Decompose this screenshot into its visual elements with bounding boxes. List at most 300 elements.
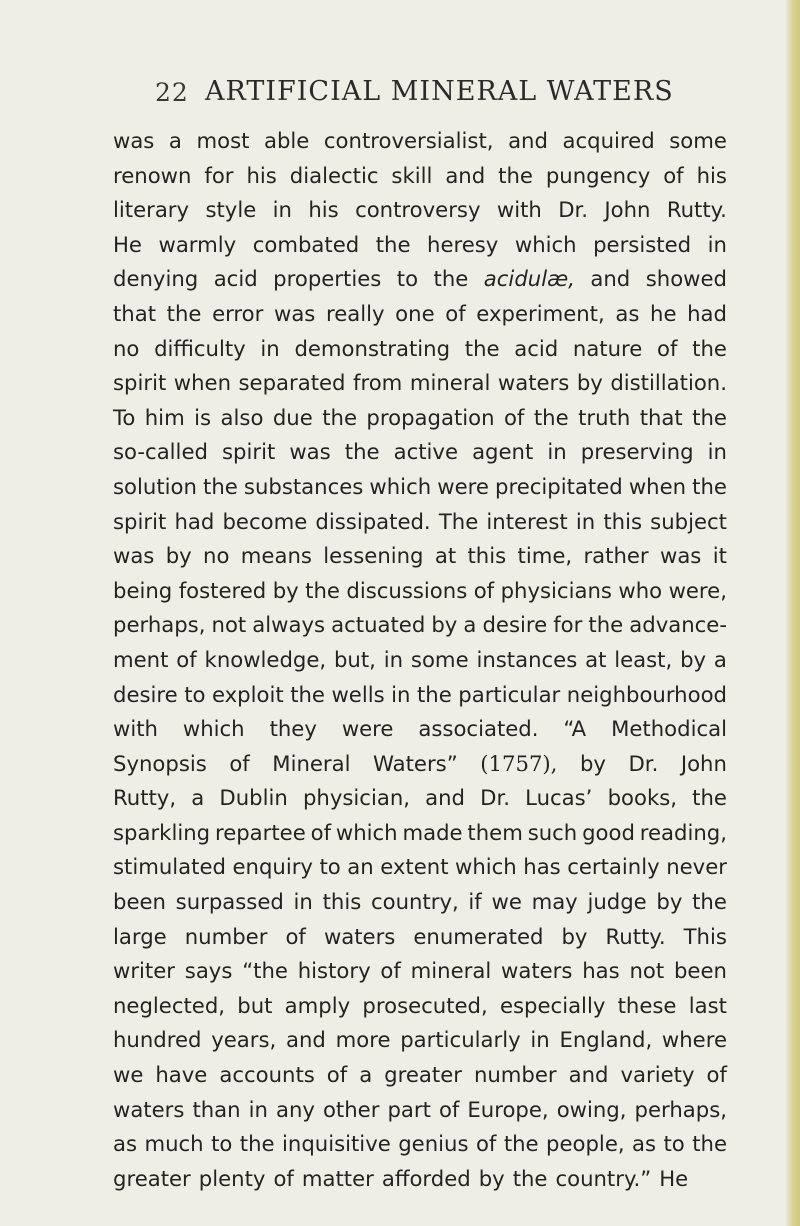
word: To	[113, 404, 136, 430]
word: of	[503, 404, 525, 430]
text-line	[113, 159, 727, 194]
word: and	[590, 266, 631, 292]
word: persisted	[593, 231, 692, 257]
word: experiment,	[476, 300, 605, 326]
text-line	[113, 954, 727, 989]
word: variety	[620, 1062, 695, 1088]
text-line	[113, 1162, 727, 1197]
word: in	[260, 335, 280, 361]
word: able	[263, 128, 310, 153]
word: of	[285, 923, 306, 949]
word: stimulated	[113, 854, 226, 880]
word: the	[464, 335, 500, 361]
word: Dr.	[628, 750, 659, 776]
word: in	[391, 681, 411, 707]
word: England,	[559, 1027, 653, 1053]
text-line	[113, 1127, 727, 1162]
word: in	[575, 508, 596, 534]
word: and	[425, 785, 466, 811]
page-header	[155, 76, 674, 112]
word: says	[184, 958, 233, 984]
word: prosecuted,	[362, 992, 488, 1018]
word: but,	[333, 646, 376, 672]
word: the	[416, 681, 452, 707]
word: him	[144, 404, 185, 430]
page-number: 22	[155, 78, 189, 107]
word: made	[402, 819, 463, 845]
word: dialectic	[289, 162, 379, 188]
word: with	[496, 197, 542, 223]
word: really	[325, 300, 385, 326]
word: demonstrating	[294, 335, 451, 361]
word: separated	[238, 370, 346, 396]
word: Synopsis	[113, 750, 207, 776]
text-line	[113, 1093, 727, 1128]
word: with	[113, 716, 158, 742]
word: mineral	[410, 958, 492, 984]
word: controversialist,	[323, 128, 494, 153]
text-line	[113, 816, 727, 851]
word: instances	[476, 646, 578, 672]
word: have	[155, 1062, 208, 1088]
word: actuated	[331, 612, 426, 638]
word: his	[308, 197, 339, 223]
word: at	[434, 543, 457, 569]
word: waters	[501, 958, 573, 984]
word: as	[632, 1131, 657, 1157]
word: that	[113, 300, 157, 326]
word: afforded	[381, 1165, 471, 1191]
text-line	[113, 712, 727, 747]
word: in	[272, 197, 292, 223]
word: were	[341, 716, 394, 742]
word: which	[514, 231, 577, 257]
word: country,	[370, 889, 459, 915]
word: physician,	[302, 785, 410, 811]
word: so-called	[113, 439, 208, 465]
word: had	[174, 508, 215, 534]
word: properties	[273, 266, 382, 292]
word: of	[663, 162, 684, 188]
word: the	[305, 577, 340, 603]
word: especially	[499, 992, 606, 1018]
word: warmly	[158, 231, 237, 257]
word: plenty	[198, 1165, 266, 1191]
word: preserving	[580, 439, 694, 465]
word: and	[285, 1027, 326, 1053]
word: has	[523, 854, 561, 880]
text-line	[113, 228, 727, 263]
word: Mineral	[272, 750, 351, 776]
word: particular	[458, 681, 561, 707]
word: genius	[398, 1131, 469, 1157]
word: he	[650, 300, 677, 326]
word: for	[553, 612, 583, 638]
word: of	[438, 1096, 460, 1122]
word: waters	[113, 1096, 185, 1122]
word: the	[203, 473, 238, 499]
word: of	[310, 819, 332, 845]
word: become	[222, 508, 308, 534]
word: which	[182, 716, 245, 742]
word: John	[680, 750, 727, 776]
word: that	[639, 404, 683, 430]
word: knowledge,	[204, 646, 327, 672]
text-line	[113, 920, 727, 955]
word: the	[290, 681, 325, 707]
word: perhaps,	[634, 1096, 727, 1122]
text-line	[113, 435, 727, 470]
page-edge	[786, 0, 800, 1226]
word: by	[272, 577, 299, 603]
text-line	[113, 885, 727, 920]
word: the	[322, 404, 357, 430]
word: history	[297, 958, 371, 984]
word: was	[660, 543, 702, 569]
word: the	[692, 473, 727, 499]
word: waters	[323, 923, 396, 949]
word: than	[192, 1096, 241, 1122]
word: of	[380, 958, 401, 984]
word: number	[473, 1062, 557, 1088]
word: associated.	[418, 716, 539, 742]
word: of	[657, 335, 678, 361]
word: Lucas’	[525, 785, 593, 811]
word: was	[273, 300, 316, 326]
word: when	[628, 473, 687, 499]
word: by	[478, 1165, 505, 1191]
word: “the	[242, 958, 288, 984]
word: books,	[607, 785, 678, 811]
word: greater	[113, 1165, 191, 1191]
word: literary	[113, 197, 190, 223]
word: discussions	[346, 577, 468, 603]
word: not	[629, 958, 665, 984]
word: a	[359, 1062, 373, 1088]
word: but	[237, 992, 273, 1018]
word: least,	[614, 646, 673, 672]
word: the	[344, 439, 380, 465]
word: writer	[113, 958, 175, 984]
word: accounts	[219, 1062, 315, 1088]
word: as	[113, 1131, 138, 1157]
word: waters	[497, 370, 570, 396]
word: the	[692, 785, 727, 811]
word: greater	[384, 1062, 462, 1088]
word: certainly	[567, 854, 660, 880]
word: we	[113, 1062, 144, 1088]
word: the	[433, 266, 469, 292]
word: was	[113, 128, 155, 153]
word: the	[512, 1165, 548, 1191]
word: enquiry	[232, 854, 313, 880]
word: being	[113, 577, 173, 603]
word: nature	[572, 335, 643, 361]
word: in	[293, 889, 313, 915]
word: to	[663, 1131, 685, 1157]
word: Dr.	[480, 785, 510, 811]
word: in	[707, 231, 727, 257]
word: been	[673, 958, 727, 984]
word: acid	[514, 335, 559, 361]
word: (1757),	[480, 750, 558, 776]
word: precipitated	[495, 473, 623, 499]
word: neighbourhood	[566, 681, 727, 707]
word: they	[269, 716, 317, 742]
word: was	[289, 439, 331, 465]
word: judge	[587, 889, 647, 915]
word: at	[585, 646, 607, 672]
word: some	[410, 646, 469, 672]
word: dissipated.	[315, 508, 431, 534]
word: in	[530, 1027, 550, 1053]
word: in	[707, 439, 727, 465]
word: a	[463, 612, 477, 638]
word: He	[113, 231, 142, 257]
word: Dr.	[558, 197, 589, 223]
word: means	[240, 543, 312, 569]
word: in	[547, 439, 567, 465]
word: the	[692, 335, 727, 361]
word: extent	[380, 854, 449, 880]
word: John	[604, 197, 651, 223]
word: which	[455, 854, 517, 880]
word: by	[165, 543, 192, 569]
text-line	[113, 1058, 727, 1093]
word: controversy	[355, 197, 481, 223]
word: active	[393, 439, 459, 465]
word: good	[582, 819, 635, 845]
word: the	[692, 889, 727, 915]
word: subject	[650, 508, 727, 534]
word: the	[692, 1131, 727, 1157]
word: has	[582, 958, 620, 984]
word: not	[211, 612, 247, 638]
word: matter	[301, 1165, 374, 1191]
word: to	[184, 681, 206, 707]
word: always	[252, 612, 326, 638]
word: were,	[668, 577, 727, 603]
text-line	[113, 850, 727, 885]
word: no	[113, 335, 140, 361]
word: from	[353, 370, 403, 396]
word: surpassed	[175, 889, 284, 915]
word: owing,	[556, 1096, 627, 1122]
word: may	[531, 889, 578, 915]
word: hundred	[113, 1027, 202, 1053]
word: were	[437, 473, 489, 499]
word: part	[387, 1096, 431, 1122]
word: denying	[113, 266, 199, 292]
word: of	[326, 1062, 348, 1088]
text-line	[113, 1023, 727, 1058]
word: of	[473, 577, 495, 603]
word: some	[669, 128, 727, 153]
word: his	[246, 162, 277, 188]
word: Rutty.	[605, 923, 666, 949]
word: interest	[486, 508, 568, 534]
word: physicians	[500, 577, 612, 603]
word: by	[561, 923, 588, 949]
word: last	[688, 992, 727, 1018]
word: any	[275, 1096, 315, 1122]
word: other	[322, 1096, 380, 1122]
word: Methodical	[611, 716, 727, 742]
word: to	[396, 266, 419, 292]
word: acquired	[562, 128, 655, 153]
text-line	[113, 124, 727, 159]
word: Dublin	[219, 785, 288, 811]
word: substances	[243, 473, 364, 499]
word: pungency	[545, 162, 651, 188]
word: enumerated	[413, 923, 544, 949]
word: due	[272, 404, 313, 430]
word: number	[184, 923, 268, 949]
word: these	[617, 992, 677, 1018]
text-line	[113, 781, 727, 816]
word: as	[615, 300, 640, 326]
word: an	[347, 854, 374, 880]
word: of	[176, 646, 197, 672]
text-line	[113, 366, 727, 401]
word: of	[445, 300, 466, 326]
word: spirit	[222, 439, 276, 465]
word: the	[166, 300, 202, 326]
word: we	[491, 889, 522, 915]
word: spirit	[113, 508, 167, 534]
word: agent	[472, 439, 534, 465]
word: error	[212, 300, 264, 326]
word: of	[475, 1131, 497, 1157]
text-line	[113, 539, 727, 574]
word: them	[467, 819, 523, 845]
word: neglected,	[113, 992, 226, 1018]
word: and	[508, 128, 548, 153]
word: repartee	[214, 819, 306, 845]
word: been	[113, 889, 166, 915]
text-line	[113, 470, 727, 505]
word: and	[568, 1062, 609, 1088]
word: of	[273, 1165, 294, 1191]
word: also	[220, 404, 264, 430]
word: had	[687, 300, 727, 326]
word: this	[467, 543, 507, 569]
word: and	[445, 162, 486, 188]
text-line	[113, 678, 727, 713]
word: exploit	[211, 681, 284, 707]
word: acidulæ,	[483, 266, 575, 292]
text-line	[113, 297, 727, 332]
text-line	[113, 332, 727, 367]
word: for	[204, 162, 234, 188]
word: mineral	[409, 370, 491, 396]
word: this	[322, 889, 362, 915]
word: a	[168, 128, 182, 153]
word: a	[191, 785, 205, 811]
word: heresy	[427, 231, 499, 257]
word: perhaps,	[113, 612, 206, 638]
word: of	[706, 1062, 727, 1088]
word: people,	[546, 1131, 625, 1157]
running-title: ARTIFICIAL MINERAL WATERS	[205, 76, 674, 107]
word: Europe,	[467, 1096, 549, 1122]
text-line	[113, 608, 727, 643]
word: one	[395, 300, 435, 326]
word: a	[713, 646, 727, 672]
word: skill	[391, 162, 433, 188]
word: if	[468, 889, 482, 915]
word: sparkling	[113, 819, 211, 845]
word: country.”	[555, 1165, 652, 1191]
word: wells	[331, 681, 385, 707]
word: to	[319, 854, 341, 880]
word: who	[618, 577, 663, 603]
text-line	[113, 747, 727, 782]
word: fostered	[178, 577, 267, 603]
word: time,	[517, 543, 573, 569]
word: his	[696, 162, 727, 188]
word: was	[113, 543, 155, 569]
word: it	[712, 543, 727, 569]
word: distillation.	[610, 370, 727, 396]
word: by	[656, 889, 683, 915]
word: large	[113, 923, 167, 949]
word: truth	[578, 404, 631, 430]
word: in	[248, 1096, 268, 1122]
word: such	[527, 819, 578, 845]
word: propagation	[366, 404, 495, 430]
word: “A	[563, 716, 587, 742]
text-line	[113, 193, 727, 228]
word: inquisitive	[282, 1131, 391, 1157]
word: the	[692, 404, 727, 430]
text-line	[113, 643, 727, 678]
word: in	[383, 646, 404, 672]
body-text	[113, 124, 727, 1196]
word: the	[239, 1131, 275, 1157]
word: by	[680, 646, 707, 672]
word: desire	[113, 681, 178, 707]
word: The	[438, 508, 479, 534]
word: the	[503, 1131, 539, 1157]
word: ment	[113, 646, 169, 672]
word: lessening	[323, 543, 424, 569]
word: style	[205, 197, 257, 223]
word: the	[375, 231, 411, 257]
word: the	[533, 404, 569, 430]
word: which	[369, 473, 432, 499]
word: by	[579, 750, 606, 776]
word: desire	[482, 612, 548, 638]
text-line	[113, 505, 727, 540]
word: showed	[645, 266, 727, 292]
word: This	[683, 923, 727, 949]
word: most	[196, 128, 250, 153]
word: spirit	[113, 370, 167, 396]
word: advance-	[629, 612, 727, 638]
word: no	[203, 543, 230, 569]
word: when	[173, 370, 232, 396]
word: never	[666, 854, 727, 880]
word: reading,	[639, 819, 727, 845]
word: of	[229, 750, 250, 776]
word: years,	[211, 1027, 277, 1053]
word: much	[144, 1131, 204, 1157]
text-line	[113, 401, 727, 436]
word: difficulty	[154, 335, 246, 361]
word: Rutty.	[666, 197, 727, 223]
word: solution	[113, 473, 197, 499]
